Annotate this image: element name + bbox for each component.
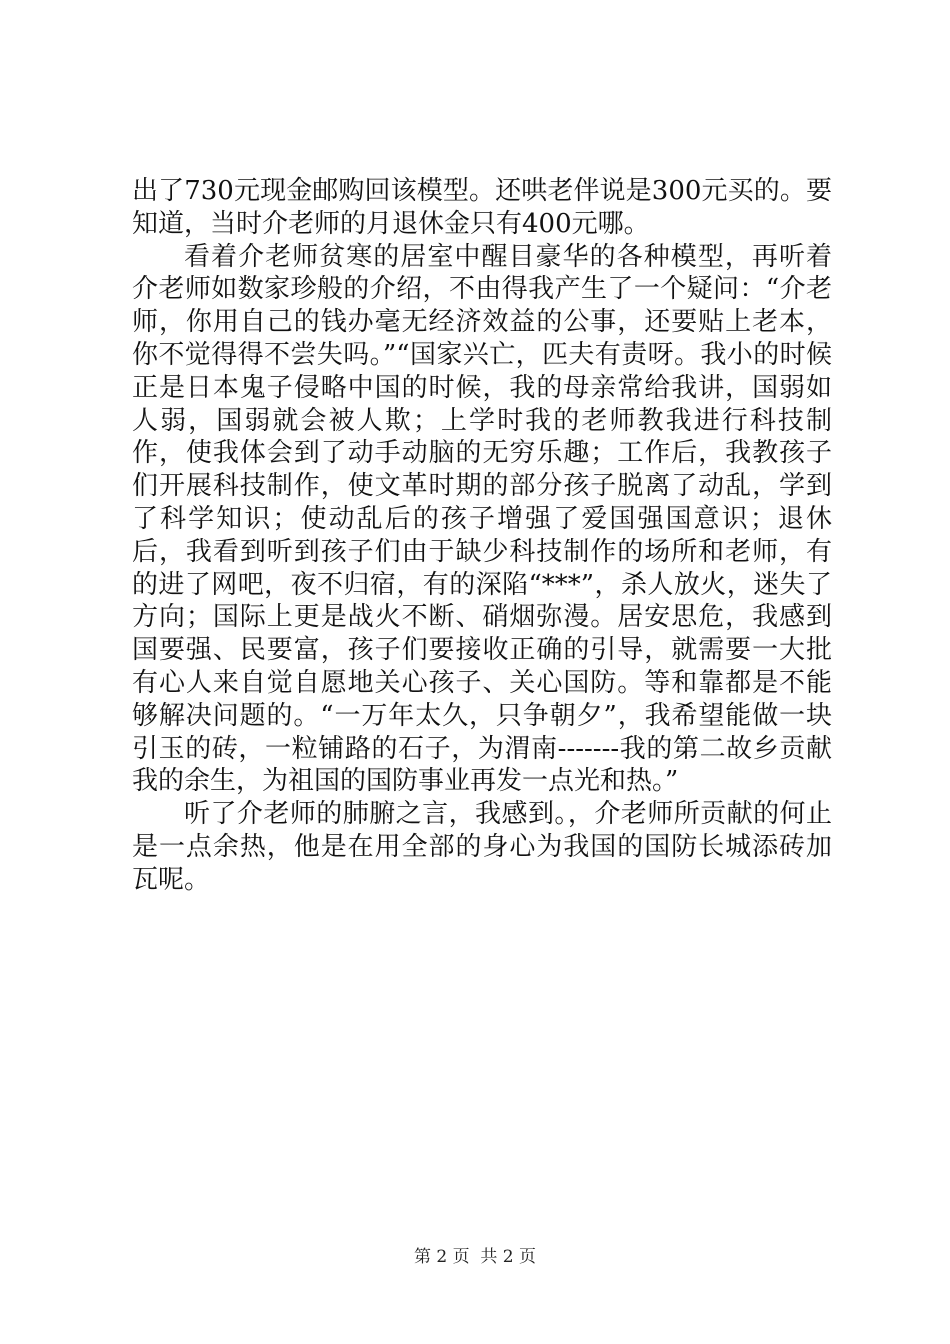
document-body [132, 175, 832, 897]
paragraph-conclusion: 听了介老师的肺腑之言，我感到。，介老师所贡献的何止是一点余热，他是在用全部的身心为我国的国防长城添砖加瓦呢。 [132, 799, 832, 895]
paragraph-continuation: 出了730元现金邮购回该模型。还哄老伴说是300元买的。要知道，当时介老师的月退休金只有400元哪。 [132, 176, 832, 239]
page-footer: 第 2 页 共 2 页 [413, 1247, 537, 1267]
paragraph-dialogue: 看着介老师贫寒的居室中醒目豪华的各种模型，再听着介老师如数家珍般的介绍，不由得我产生了一个疑问：“介老师，你用自己的钱办毫无经济效益的公事，还要贴上老本，你不觉得得不尝失吗。”“国家兴亡，匹夫有责呀。我小的时候正是日本鬼子侵略中国的时候，我的母亲常给我讲，国弱如人弱，国弱就会被人欺；上学时我的老师教我进行科技制作，使我体会到了动手动脑的无穷乐趣；工作后，我教孩子们开展科技制作，使文革时期的部分孩子脱离了动乱，学到了科学知识；使动乱后的孩子增强了爱国强国意识；退休后，我看到听到孩子们由于缺少科技制作的场所和老师，有的进了网吧，夜不归宿，有的深陷“***”，杀人放火，迷失了方向；国际上更是战火不断、硝烟弥漫。居安思危，我感到国要强、民要富，孩子们要接收正确的引导，就需要一大批有心人来自觉自愿地关心孩子、关心国防。等和靠都是不能够解决问题的。“一万年太久，只争朝夕”，我希望能做一块引玉的砖，一粒铺路的石子，为渭南-------我的第二故乡贡献我的余生，为祖国的国防事业再发一点光和热。” [132, 241, 832, 797]
